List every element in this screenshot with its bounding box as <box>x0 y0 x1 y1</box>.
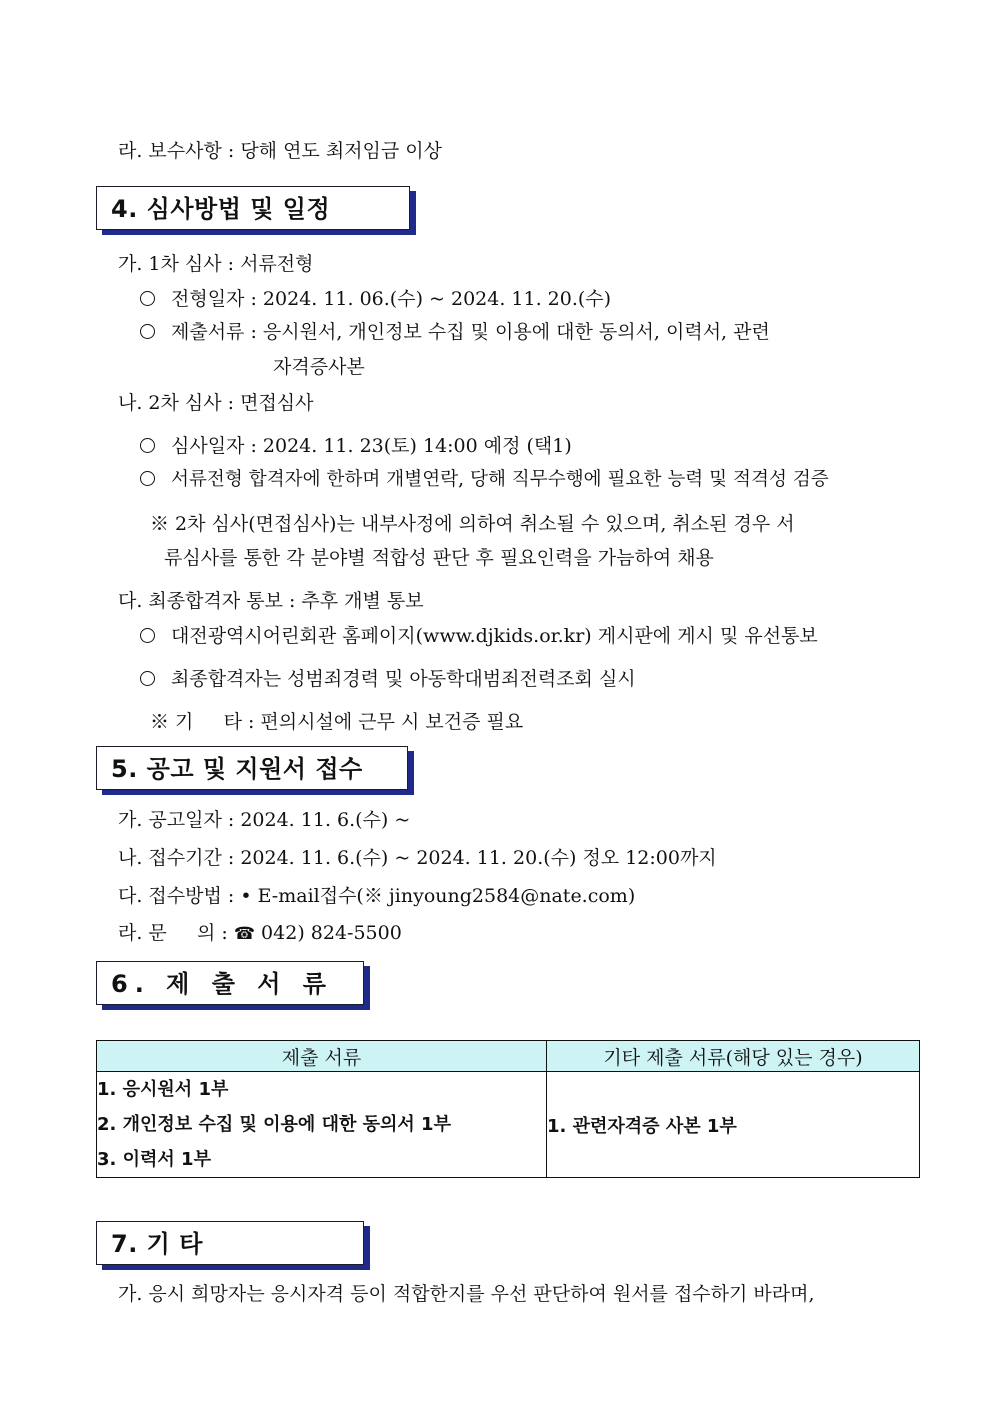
docs-cell <box>97 1072 547 1178</box>
final-item1 <box>140 624 818 648</box>
section7-header: 7. 기 타 <box>96 1221 364 1265</box>
final-item1-text: 대전광역시어린회관 홈페이지(www.djkids.or.kr) 게시판에 게시 및 유선통보 <box>171 625 818 647</box>
inquiry-line <box>118 921 402 946</box>
notice-date: 가. 공고일자 : 2024. 11. 6.(수) ~ <box>118 809 411 831</box>
etc-line1: 가. 응시 희망자는 응시자격 등이 적합한지를 우선 판단하여 원서를 접수하기 바라며, <box>118 1283 815 1305</box>
first-review-date-text: 전형일자 : 2024. 11. 06.(수) ~ 2024. 11. 20.(수) <box>171 288 612 310</box>
col-header-docs: 제출 서류 <box>97 1041 547 1072</box>
second-review-note-text: 서류전형 합격자에 한하며 개별연락, 당해 직무수행에 필요한 능력 및 적격성 검증 <box>171 469 829 490</box>
table-header-row <box>97 1041 920 1072</box>
second-review-date <box>140 434 572 458</box>
second-review-date-text: 심사일자 : 2024. 11. 23(토) 14:00 예정 (택1) <box>171 435 572 457</box>
circle-bullet-icon <box>140 628 155 643</box>
salary-line: 라. 보수사항 : 당해 연도 최저임금 이상 <box>118 140 442 162</box>
first-review-docs-text: 제출서류 : 응시원서, 개인정보 수집 및 이용에 대한 동의서, 이력서, 관련 <box>171 321 770 343</box>
circle-bullet-icon <box>140 671 155 686</box>
circle-bullet-icon <box>140 471 155 486</box>
table-row <box>97 1072 920 1178</box>
documents-table <box>96 1040 920 1178</box>
doc-item: 1. 응시원서 1부 <box>97 1079 229 1100</box>
inquiry-label: 라. 문 의 : <box>118 922 234 944</box>
inquiry-phone: 042) 824-5500 <box>255 922 402 944</box>
col-header-other-docs: 기타 제출 서류(해당 있는 경우) <box>547 1041 920 1072</box>
final-item2 <box>140 667 636 691</box>
receipt-method: 다. 접수방법 : • E-mail접수(※ jinyoung2584@nate.com) <box>118 885 636 907</box>
final-item2-text: 최종합격자는 성범죄경력 및 아동학대범죄전력조회 실시 <box>171 668 636 690</box>
doc-item: 2. 개인정보 수집 및 이용에 대한 동의서 1부 <box>97 1114 451 1135</box>
final-etc: ※ 기 타 : 편의시설에 근무 시 보건증 필요 <box>150 711 524 733</box>
other-docs-cell: 1. 관련자격증 사본 1부 <box>547 1072 920 1178</box>
second-review-note <box>140 468 829 492</box>
circle-bullet-icon <box>140 291 155 306</box>
section6-header: 6. 제 출 서 류 <box>96 961 364 1005</box>
first-review-date <box>140 287 611 311</box>
phone-icon: ☎ <box>233 924 256 944</box>
section4-header: 4. 심사방법 및 일정 <box>96 186 410 230</box>
circle-bullet-icon <box>140 324 155 339</box>
circle-bullet-icon <box>140 438 155 453</box>
section5-header: 5. 공고 및 지원서 접수 <box>96 746 408 790</box>
doc-item: 3. 이력서 1부 <box>97 1149 211 1170</box>
second-review-warning-cont: 류심사를 통한 각 분야별 적합성 판단 후 필요인력을 가늠하여 채용 <box>164 547 714 569</box>
second-review-heading: 나. 2차 심사 : 면접심사 <box>118 392 314 414</box>
first-review-docs-cont: 자격증사본 <box>273 356 365 378</box>
receipt-period: 나. 접수기간 : 2024. 11. 6.(수) ~ 2024. 11. 20.(수) 정오 12:00까지 <box>118 847 717 869</box>
final-heading: 다. 최종합격자 통보 : 추후 개별 통보 <box>118 590 424 612</box>
first-review-docs <box>140 320 770 344</box>
second-review-warning: ※ 2차 심사(면접심사)는 내부사정에 의하여 취소될 수 있으며, 취소된 경우 서 <box>150 513 795 535</box>
first-review-heading: 가. 1차 심사 : 서류전형 <box>118 253 314 275</box>
